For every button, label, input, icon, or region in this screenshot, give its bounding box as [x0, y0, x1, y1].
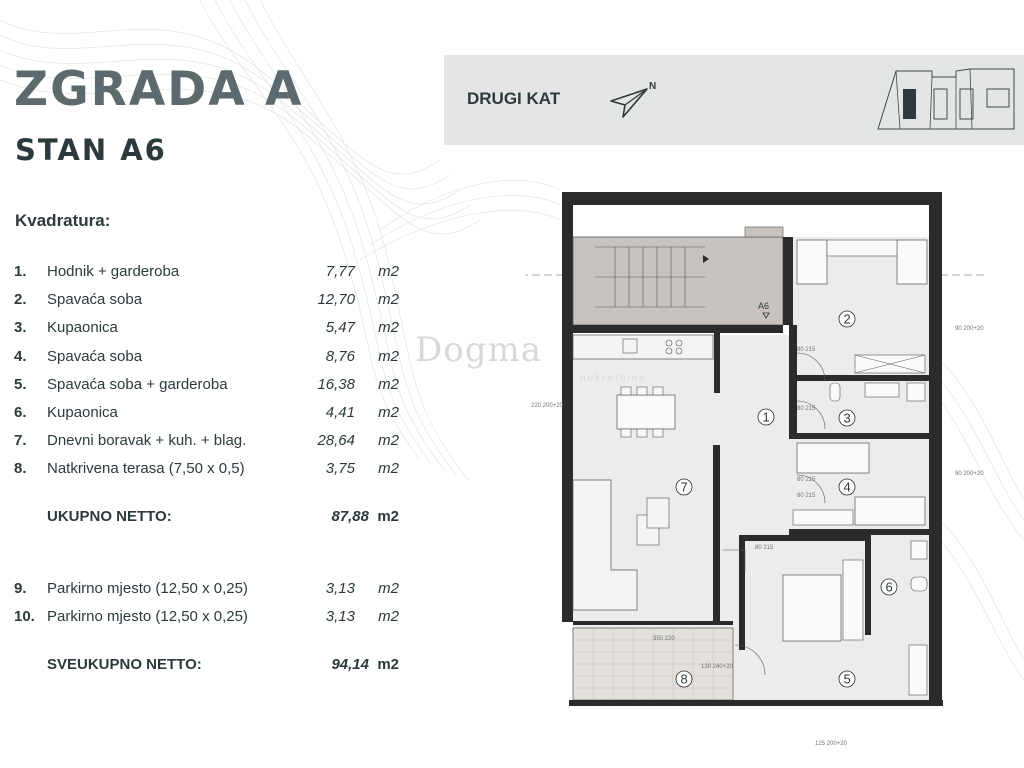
list-item: [14, 427, 404, 455]
bed: [797, 240, 827, 284]
room-area-unit: m2: [378, 403, 399, 421]
list-item: [14, 258, 404, 286]
bed: [797, 443, 869, 473]
list-item: [14, 603, 404, 631]
list-item: [14, 575, 404, 603]
room-area-unit: m2: [378, 460, 399, 478]
net-total-label: UKUPNO NETTO:: [47, 508, 172, 525]
room-label: Kupaonica: [47, 403, 118, 421]
net-total: [47, 508, 399, 525]
floor-plan-drawing: [525, 185, 995, 755]
room-area-unit: m2: [378, 291, 399, 309]
parking-list: [14, 575, 404, 631]
room-area-value: 12,70: [317, 291, 355, 309]
stairwell: [573, 237, 783, 325]
building-key-plan-icon: [876, 67, 1018, 133]
room-number: 1.: [14, 263, 27, 280]
net-total-value: 87,88: [331, 508, 369, 525]
door-2-dimension: 80 215: [797, 406, 816, 412]
list-item: [14, 343, 404, 371]
room-label: Spavaća soba: [47, 347, 143, 365]
building-title: ZGRADA A: [14, 62, 304, 117]
room-label: Hodnik + garderoba: [47, 263, 180, 280]
room-area-list: [14, 258, 404, 484]
terrace-door-dimension: 130 240+20: [701, 664, 733, 670]
list-item: [14, 371, 404, 399]
list-item: [14, 399, 404, 427]
room-label: Spavaća soba: [47, 291, 143, 309]
parking-area-unit: m2: [378, 580, 399, 597]
parking-label: Parkirno mjesto (12,50 x 0,25): [47, 580, 248, 597]
parking-area-value: 3,13: [325, 608, 355, 626]
room-number-4: 4: [843, 479, 851, 495]
apartment-title: STAN A6: [15, 133, 167, 167]
floor-label: DRUGI KAT: [467, 89, 561, 108]
room-area-value: 28,64: [317, 432, 355, 450]
parking-label: Parkirno mjesto (12,50 x 0,25): [47, 608, 248, 626]
net-total-unit: m2: [377, 508, 399, 525]
list-item: [14, 455, 404, 483]
room-number-3: 3: [843, 410, 851, 426]
toilet: [911, 577, 927, 591]
parking-area-value: 3,13: [325, 580, 355, 597]
room-label: Spavaća soba + garderoba: [47, 375, 228, 393]
sink: [911, 541, 927, 559]
room-area-value: 16,38: [317, 375, 355, 393]
room-area-value: 8,76: [325, 347, 355, 365]
room-number-2: 2: [843, 311, 851, 327]
parking-area-unit: m2: [378, 608, 399, 626]
door-5-dimension: 80 215: [755, 545, 774, 551]
room-number-6: 6: [885, 579, 893, 595]
room-label: Natkrivena terasa (7,50 x 0,5): [47, 460, 245, 478]
bottom-window-dimension: 125 200+20: [815, 741, 847, 747]
bed: [897, 240, 927, 284]
wardrobe: [843, 560, 863, 640]
double-bed: [783, 575, 841, 641]
grand-total-unit: m2: [377, 656, 399, 673]
room-number: 7.: [14, 432, 27, 450]
door-4-dimension: 80 215: [797, 493, 816, 499]
list-item: [14, 314, 404, 342]
parking-number: 9.: [14, 580, 27, 597]
room-area-unit: m2: [378, 319, 399, 337]
terrace-window-dimension: 350 220: [653, 636, 675, 642]
window-left-dimension: 220 200+20: [531, 403, 563, 409]
floor-header-panel: [444, 55, 1024, 145]
wardrobe: [855, 497, 925, 525]
door-3-dimension: 80 215: [797, 477, 816, 483]
grand-total-label: SVEUKUPNO NETTO:: [47, 656, 202, 673]
room-number-1: 1: [762, 409, 770, 425]
room-area-value: 4,41: [325, 403, 355, 421]
room-area-unit: m2: [378, 375, 399, 393]
window-right-4-dimension: 90 200+20: [955, 471, 984, 477]
north-arrow-icon: [609, 77, 659, 123]
grand-total: [47, 656, 399, 673]
room-area-unit: m2: [378, 347, 399, 365]
area-heading: Kvadratura:: [15, 211, 111, 230]
room-area-value: 3,75: [325, 460, 355, 478]
toilet: [830, 383, 840, 401]
list-item: [14, 286, 404, 314]
north-label: N: [649, 81, 657, 92]
dining-table: [617, 395, 675, 429]
grand-total-value: 94,14: [331, 656, 369, 673]
sink: [865, 383, 899, 397]
room-number: 3.: [14, 319, 27, 337]
kitchen-counter: [573, 335, 713, 359]
parking-number: 10.: [14, 608, 35, 626]
room-number-5: 5: [843, 671, 851, 687]
room-number-8: 8: [680, 671, 688, 687]
room-area-value: 5,47: [325, 319, 355, 337]
room-area-unit: m2: [378, 432, 399, 450]
room-number: 5.: [14, 375, 27, 393]
room-label: Kupaonica: [47, 319, 118, 337]
unit-tag: A6: [758, 301, 770, 311]
window-right-2-dimension: 90 200+20: [955, 326, 984, 332]
room-area-value: 7,77: [325, 263, 355, 280]
room-area-unit: m2: [378, 263, 399, 280]
room-number-7: 7: [680, 479, 688, 495]
room-number: 4.: [14, 347, 27, 365]
watermark-logo: Dogma: [415, 330, 543, 370]
door-main-dimension: 80 215: [797, 347, 816, 353]
room-number: 6.: [14, 403, 27, 421]
room-label: Dnevni boravak + kuh. + blag.: [47, 432, 247, 450]
room-number: 8.: [14, 460, 27, 478]
watermark-subtext: nekretnine: [580, 373, 647, 384]
room-number: 2.: [14, 291, 27, 309]
